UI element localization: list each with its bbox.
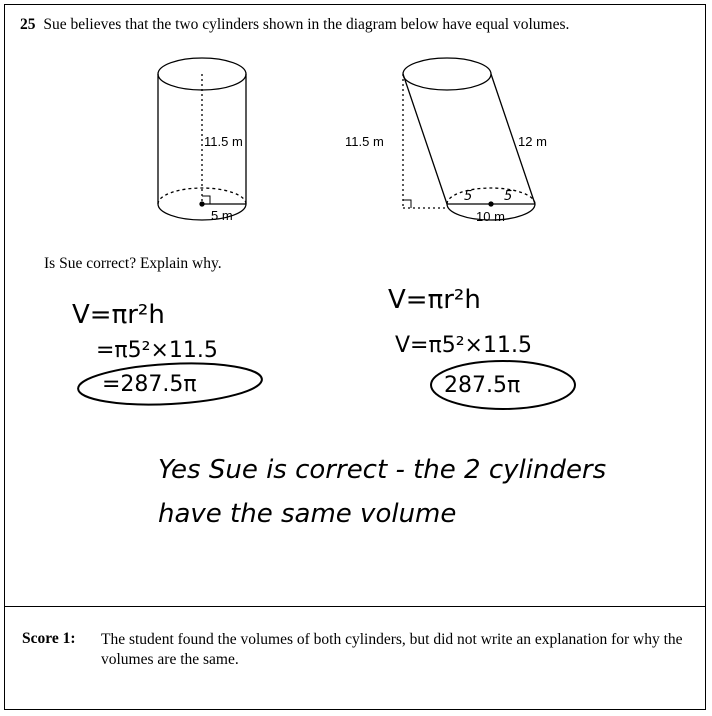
right-work-line-1: V=πr²h: [388, 285, 481, 315]
explanation-line-1: Yes Sue is correct - the 2 cylinders: [158, 455, 607, 485]
right-half-left-label: 5: [464, 189, 473, 204]
right-slant-label: 12 m: [518, 134, 547, 149]
score-explanation: The student found the volumes of both cylinders, but did not write an explanation for why the volumes are the same.: [101, 631, 683, 668]
left-radius-label: 5 m: [211, 208, 233, 223]
question-number: 25: [20, 16, 36, 33]
left-work-line-2: =π5²×11.5: [96, 338, 218, 363]
right-work-line-2: V=π5²×11.5: [395, 333, 532, 358]
right-height-label: 11.5 m: [345, 134, 384, 149]
question-prompt: Is Sue correct? Explain why.: [44, 255, 222, 272]
left-work-line-1: V=πr²h: [72, 300, 165, 330]
right-work-line-3: 287.5π: [444, 373, 521, 398]
score-divider: [4, 606, 706, 607]
right-half-right-label: 5: [504, 189, 513, 204]
left-work-line-3: =287.5π: [102, 372, 197, 397]
explanation-line-2: have the same volume: [158, 499, 457, 529]
left-height-label: 11.5 m: [204, 134, 243, 149]
question-text: Sue believes that the two cylinders shown in the diagram below have equal volumes.: [43, 16, 570, 33]
score-label: Score 1:: [22, 630, 76, 647]
right-diameter-label: 10 m: [476, 209, 505, 224]
